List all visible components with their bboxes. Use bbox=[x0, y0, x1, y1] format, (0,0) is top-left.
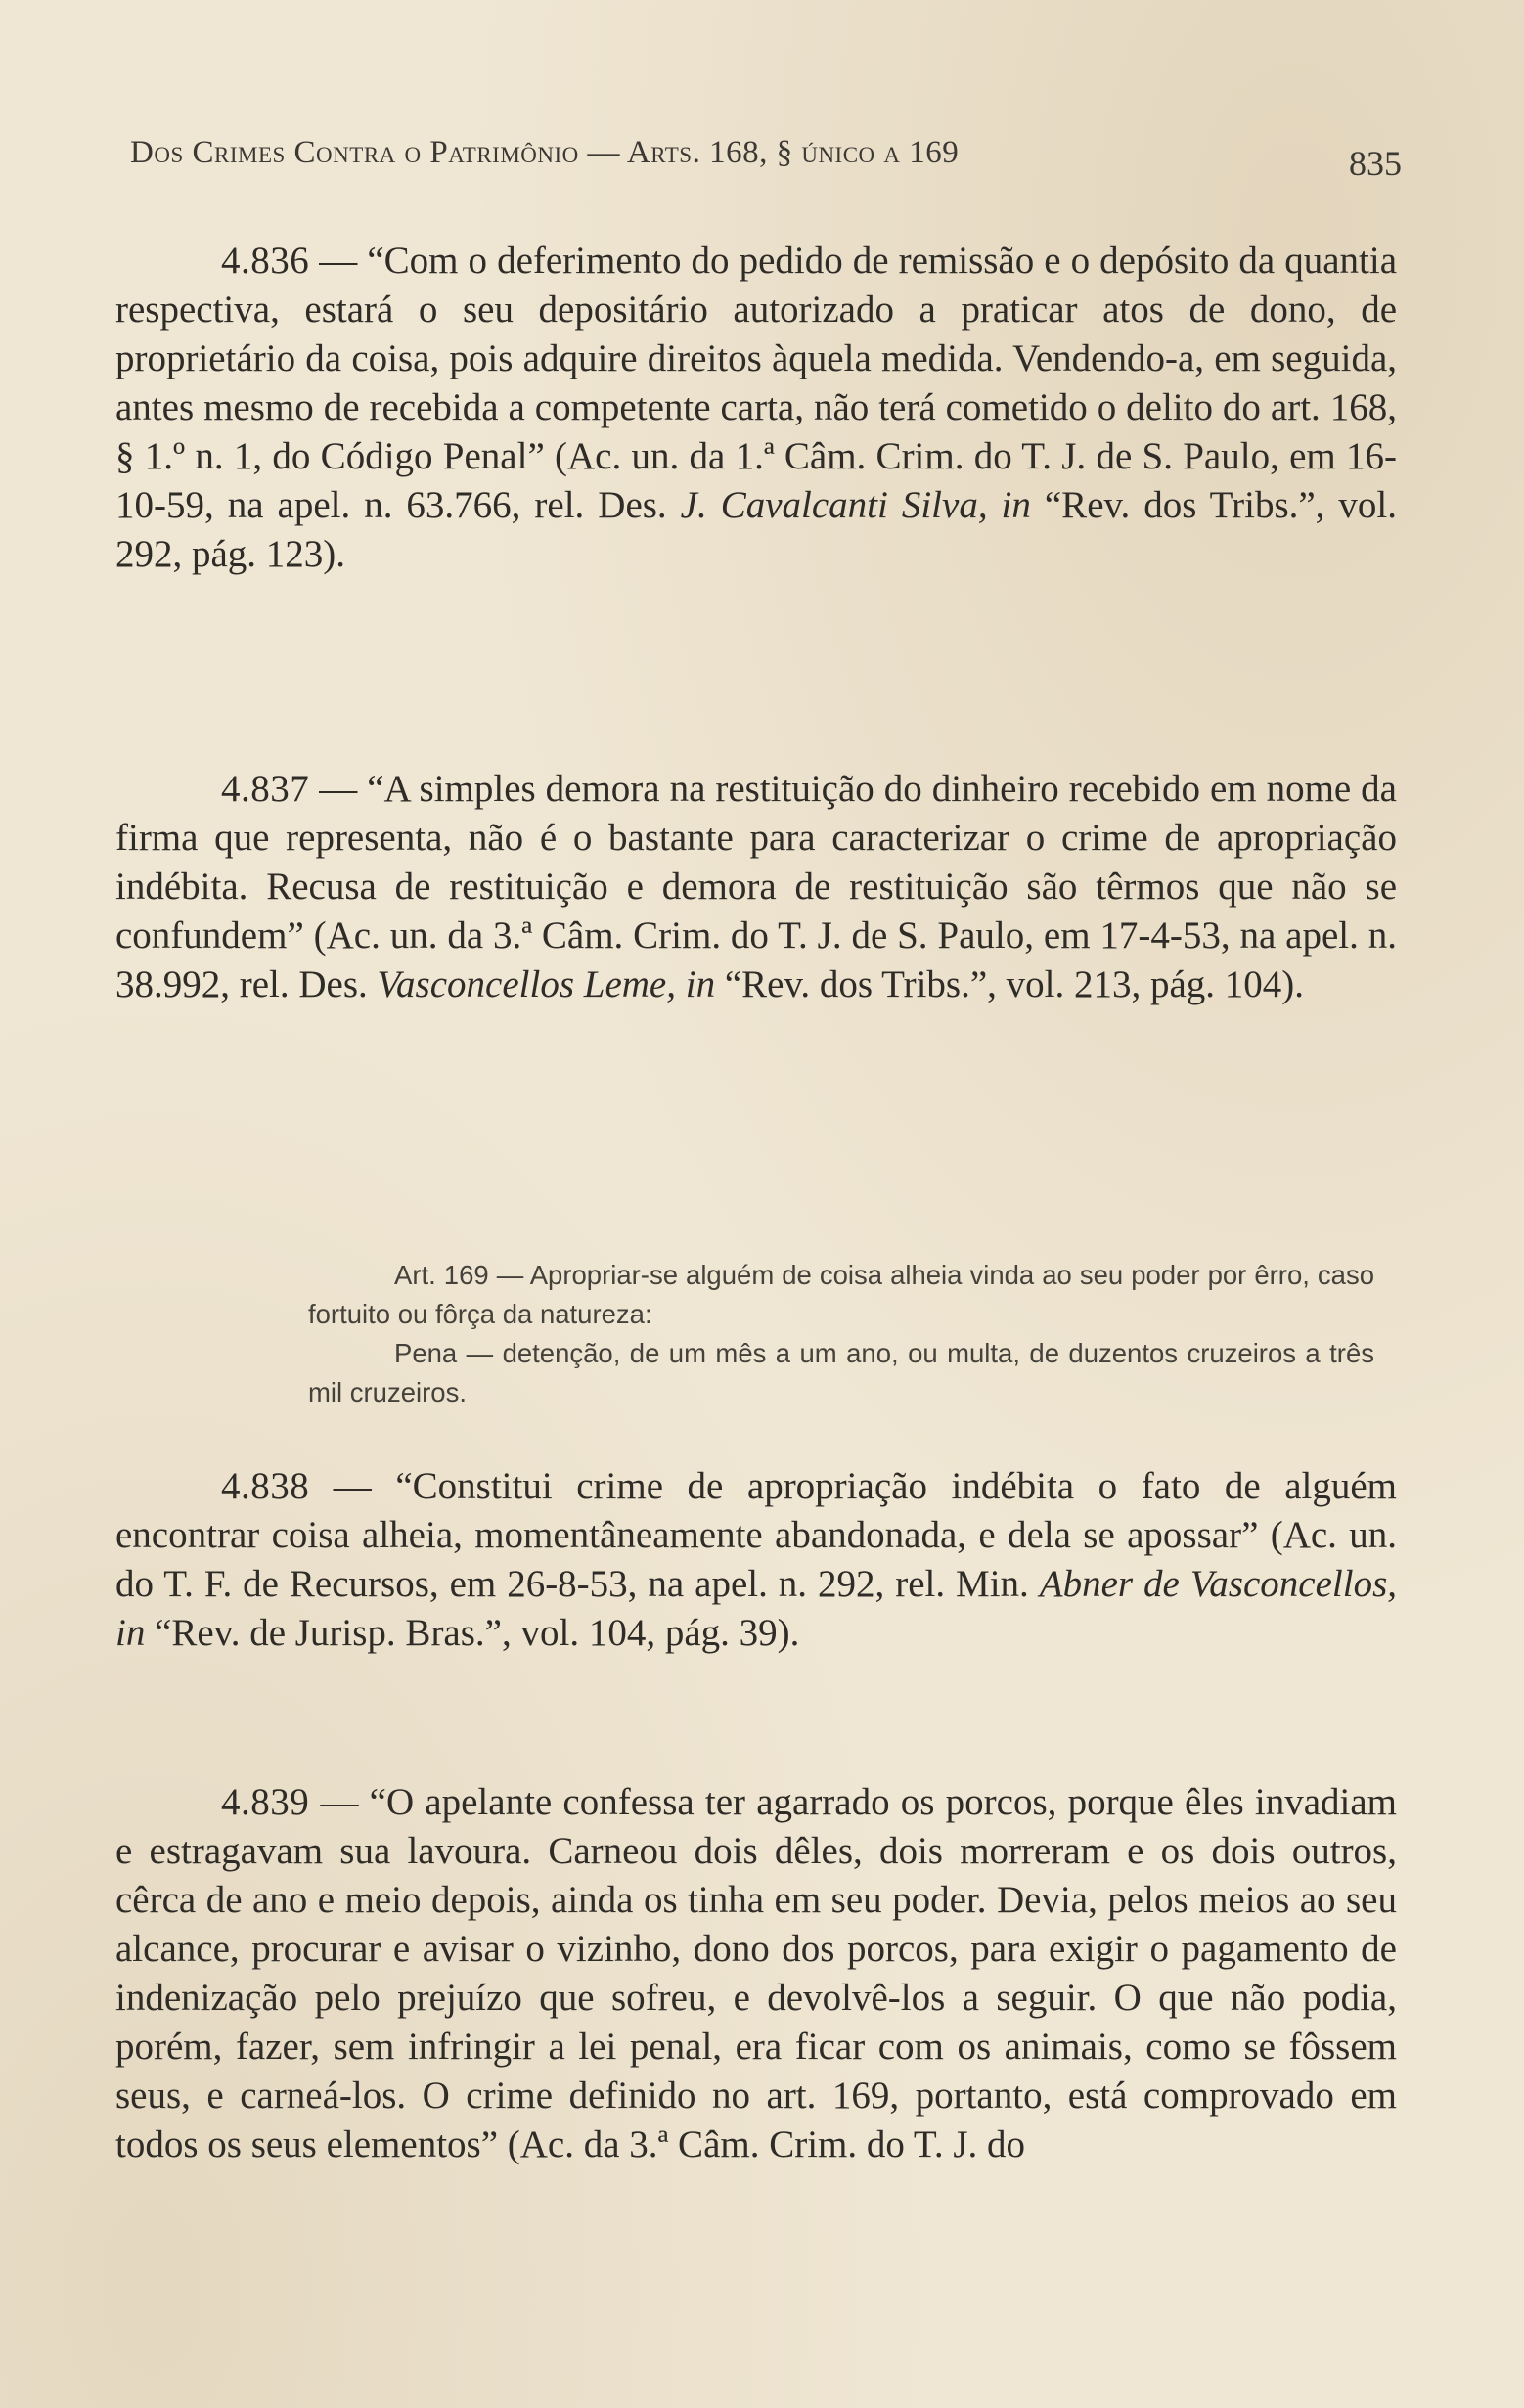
paragraph-text bbox=[115, 1778, 1397, 2169]
paragraph-text bbox=[115, 765, 1397, 1009]
author-italic: J. Cavalcanti Silva, in bbox=[680, 484, 1031, 526]
running-title: Dos Crimes Contra o Patrimônio — Arts. 168, § único a 169 bbox=[130, 135, 960, 170]
paragraph-body: — “A simples demora na restituição do dinheiro recebido em nome da firma que representa, não é o bastante para caracterizar o crime de apropriação indébita. Recusa de restituição e demora de restituição são têrmos que não se confundem” (Ac. un. da 3.ª Câm. Crim. do T. J. de S. Paulo, em 17-4-53, na apel. n. 38.992, rel. Des. bbox=[115, 768, 1397, 1005]
page-number: 835 bbox=[1349, 144, 1402, 183]
paragraph-4836 bbox=[115, 237, 1397, 579]
author-italic: Abner de Vasconcellos, in bbox=[115, 1563, 1397, 1654]
paragraph-citation: “Rev. dos Tribs.”, vol. 213, pág. 104). bbox=[715, 963, 1305, 1005]
paragraph-body: — “Constitui crime de apropriação indébita o fato de alguém encontrar coisa alheia, momentâneamente abandonada, e dela se apossar” (Ac. un. do T. F. de Recursos, em 26-8-53, na apel. n. 292, rel. Min. bbox=[115, 1465, 1398, 1605]
page-header bbox=[130, 125, 1402, 184]
article-penalty: Pena — detenção, de um mês a um ano, ou multa, de duzentos cruzeiros a três mil cruzeiros. bbox=[308, 1338, 1374, 1407]
author-italic: Vasconcellos Leme, in bbox=[377, 963, 716, 1005]
paragraph-number: 4.838 bbox=[221, 1465, 310, 1507]
article-169 bbox=[308, 1256, 1374, 1412]
paragraph-number: 4.837 bbox=[221, 768, 310, 810]
paragraph-4839 bbox=[115, 1778, 1397, 2169]
paragraph-body: — “O apelante confessa ter agarrado os porcos, porque êles invadiam e estragavam sua lavoura. Carneou dois dêles, dois morreram e os dois outros, cêrca de ano e meio depois, ainda os tinha em seu poder. Devia, pelos meios ao seu alcance, procurar e avisar o vizinho, dono dos porcos, para exigir o pagamento de indenização pelo prejuízo que sofreu, e devolvê-los a seguir. O que não podia, porém, fazer, sem infringir a lei penal, era ficar com os animais, como se fôssem seus, e carneá-los. O crime definido no art. 169, portanto, está comprovado em todos os seus elementos” (Ac. da 3.ª Câm. Crim. do T. J. do bbox=[115, 1781, 1398, 2165]
paragraph-citation: “Rev. dos Tribs.”, vol. 292, pág. 123). bbox=[115, 484, 1397, 575]
paragraph-citation: “Rev. de Jurisp. Bras.”, vol. 104, pág. 39). bbox=[145, 1612, 800, 1654]
paragraph-text bbox=[115, 237, 1397, 579]
paragraph-number: 4.836 bbox=[221, 240, 310, 282]
paragraph-4838 bbox=[115, 1462, 1397, 1658]
paragraph-4837 bbox=[115, 765, 1397, 1009]
paragraph-number: 4.839 bbox=[221, 1781, 310, 1823]
paragraph-text bbox=[115, 1462, 1397, 1658]
article-caput: Art. 169 — Apropriar-se alguém de coisa alheia vinda ao seu poder por êrro, caso fortuito ou fôrça da natureza: bbox=[308, 1260, 1374, 1329]
paragraph-body: — “Com o deferimento do pedido de remissão e o depósito da quantia respectiva, estará o seu depositário autorizado a praticar atos de dono, de proprietário da coisa, pois adquire direitos àquela medida. Vendendo-a, em seguida, antes mesmo de recebida a competente carta, não terá cometido o delito do art. 168, § 1.º n. 1, do Código Penal” (Ac. un. da 1.ª Câm. Crim. do T. J. de S. Paulo, em 16-10-59, na apel. n. 63.766, rel. Des. bbox=[115, 240, 1397, 526]
